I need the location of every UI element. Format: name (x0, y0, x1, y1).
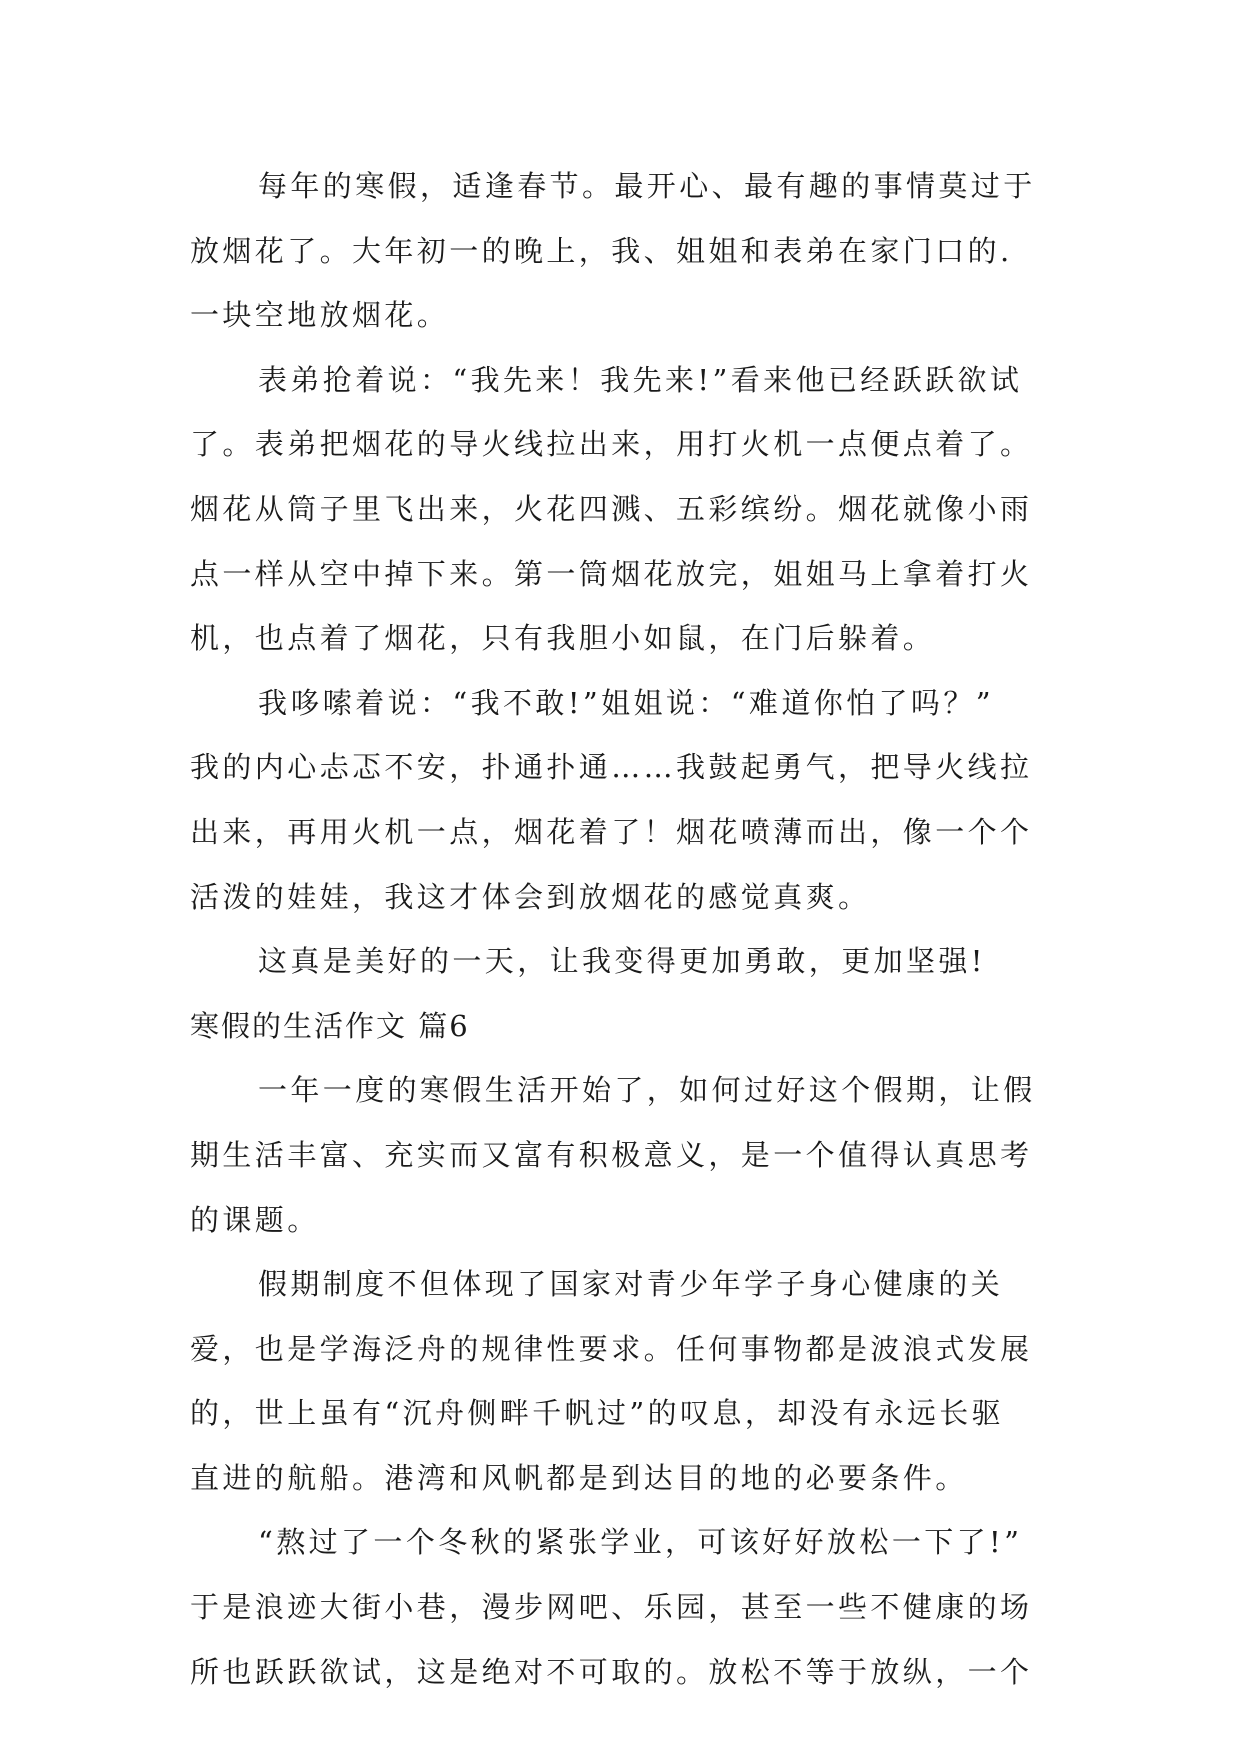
text-line: 放烟花了。大年初一的晚上，我、姐姐和表弟在家门口的. (190, 233, 1013, 268)
text-line: 活泼的娃娃，我这才体会到放烟花的感觉真爽。 (190, 879, 871, 914)
text-line: 的课题。 (190, 1202, 320, 1237)
text-line: 烟花从筒子里飞出来，火花四溅、五彩缤纷。烟花就像小雨 (190, 491, 1033, 526)
text-line: 我哆嗦着说：“我不敢!”姐姐说：“难道你怕了吗？” (258, 685, 994, 720)
document-page (190, 154, 1070, 1704)
text-line: 一块空地放烟花。 (190, 298, 450, 333)
text-line: 这真是美好的一天，让我变得更加勇敢，更加坚强! (258, 944, 986, 979)
text-line: 一年一度的寒假生活开始了，如何过好这个假期，让假 (258, 1073, 1036, 1108)
text-line: 出来，再用火机一点，烟花着了！烟花喷薄而出，像一个个 (190, 814, 1033, 849)
text-line: 的，世上虽有“沉舟侧畔千帆过”的叹息，却没有永远长驱 (190, 1396, 1005, 1431)
text-line: 我的内心忐忑不安，扑通扑通……我鼓起勇气，把导火线拉 (190, 750, 1033, 785)
text-line: 直进的航船。港湾和风帆都是到达目的地的必要条件。 (190, 1460, 968, 1495)
text-line: 点一样从空中掉下来。第一筒烟花放完，姐姐马上拿着打火 (190, 556, 1033, 591)
text-line: 所也跃跃欲试，这是绝对不可取的。放松不等于放纵，一个 (190, 1654, 1033, 1689)
text-line: 表弟抢着说：“我先来！我先来!”看来他已经跃跃欲试 (258, 362, 1023, 397)
text-line: 假期制度不但体现了国家对青少年学子身心健康的关 (258, 1267, 1004, 1302)
text-line: 期生活丰富、充实而又富有积极意义，是一个值得认真思考 (190, 1137, 1033, 1172)
text-line: 爱，也是学海泛舟的规律性要求。任何事物都是波浪式发展 (190, 1331, 1033, 1366)
section-heading: 寒假的生活作文 篇6 (190, 1008, 470, 1043)
text-line: 于是浪迹大街小巷，漫步网吧、乐园，甚至一些不健康的场 (190, 1590, 1033, 1625)
text-line: 机，也点着了烟花，只有我胆小如鼠，在门后躲着。 (190, 621, 936, 656)
text-line: 每年的寒假，适逢春节。最开心、最有趣的事情莫过于 (258, 169, 1036, 203)
text-line: 了。表弟把烟花的导火线拉出来，用打火机一点便点着了。 (190, 427, 1033, 462)
text-line: “熬过了一个冬秋的紧张学业，可该好好放松一下了!” (258, 1525, 1023, 1560)
